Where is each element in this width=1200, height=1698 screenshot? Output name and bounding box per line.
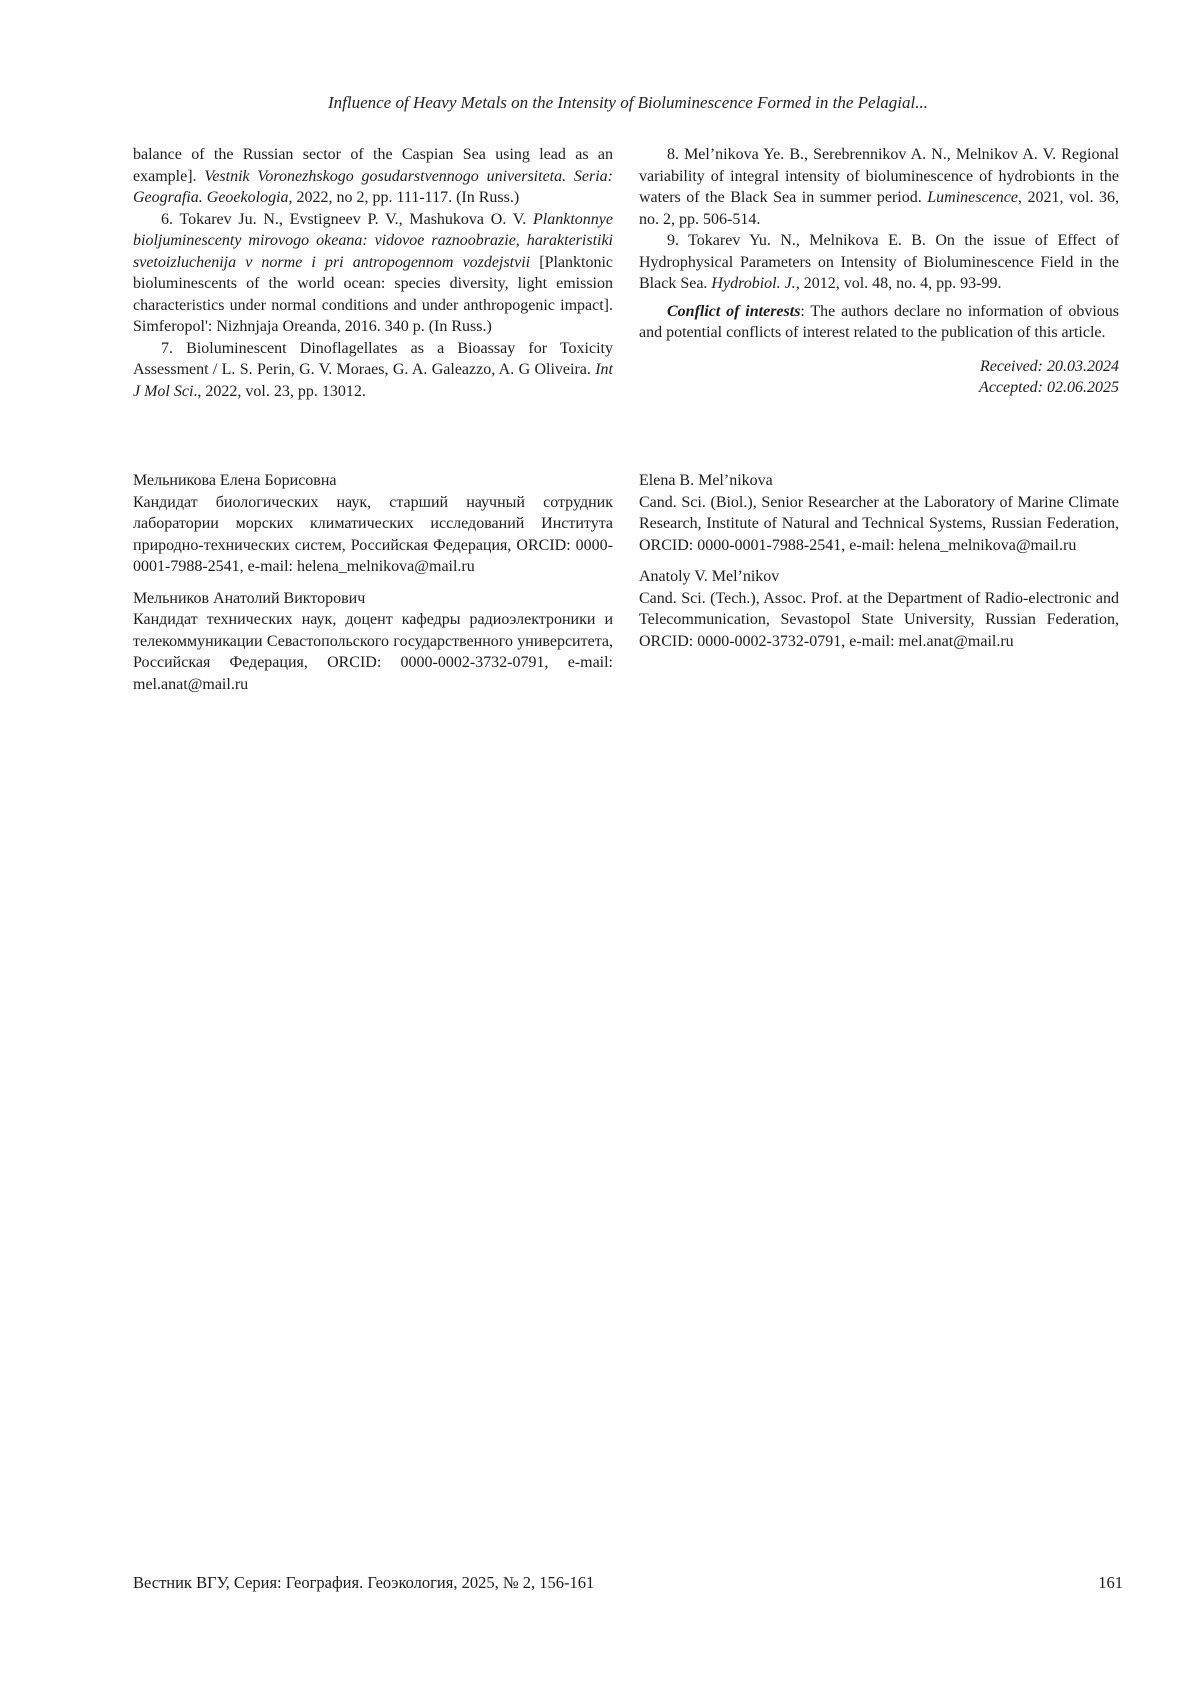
- ref-text-segment: 8. Mel’nikova Ye. B., Serebrennikov A. N., Melnikov A. V. Regional variability of integral intensity of bioluminescence of hydrobionts in the waters of the Black Sea in summer period.: [639, 146, 1119, 206]
- author-entry-en-2: [639, 566, 1119, 652]
- references-left-column: [133, 144, 613, 402]
- references-section: [133, 144, 1123, 402]
- author-entry-ru-1: [133, 470, 613, 578]
- author-bio: Cand. Sci. (Biol.), Senior Researcher at the Laboratory of Marine Climate Research, Institute of Natural and Technical Systems, Russian Federation, ORCID: 0000-0001-7988-2541, e-mail: helena_melnikova@mail.ru: [639, 493, 1119, 554]
- ref-source-title: Int J Mol Sci: [133, 361, 613, 400]
- running-head: Influence of Heavy Metals on the Intensity of Bioluminescence Formed in the Pelagial...: [327, 93, 928, 112]
- ref-source-title: Hydrobiol. J.,: [711, 275, 800, 292]
- ref-source-title: Planktonnye bioljuminescenty mirovogo okeana: vidovoe raznoobrazie, harakteristiki svetoizluchenija v norme i pri antropogennom vozdejstvii: [133, 210, 613, 271]
- reference-item-7: [133, 338, 613, 403]
- footer-page-number: 161: [1098, 1573, 1123, 1592]
- ref-text-segment: , 2022, no 2, pp. 111-117. (In Russ.): [288, 189, 520, 206]
- ref-source-title: Luminescence: [927, 189, 1018, 206]
- author-name: Elena B. Mel’nikova: [639, 472, 773, 489]
- author-name: Anatoly V. Mel’nikov: [639, 568, 780, 585]
- conflict-of-interests: [639, 301, 1119, 344]
- author-bio: Кандидат технических наук, доцент кафедры радиоэлектроники и телекоммуникации Севастопольского государственного университета, Российская Федерация, ORCID: 0000-0002-3732-0791, e-mail: mel.anat@mail.ru: [133, 611, 613, 693]
- reference-item-6: [133, 209, 613, 338]
- conflict-of-interests-label: Conflict of interests: [667, 302, 801, 320]
- references-right-column: [639, 144, 1119, 402]
- ref-text-segment: 6. Tokarev Ju. N., Evstigneev P. V., Mashukova O. V.: [161, 210, 534, 228]
- author-name: Мельников Анатолий Викторович: [133, 589, 366, 607]
- authors-russian-column: [133, 470, 613, 695]
- accepted-date: Accepted: 02.06.2025: [979, 379, 1119, 396]
- received-date: Received: 20.03.2024: [979, 357, 1119, 375]
- author-entry-ru-2: [133, 588, 613, 696]
- footer-journal-line: Вестник ВГУ, Серия: География. Геоэкология, 2025, № 2, 156-161: [133, 1573, 595, 1592]
- page-footer: [133, 1572, 1123, 1594]
- ref-text-segment: 7. Bioluminescent Dinoflagellates as a Bioassay for Toxicity Assessment / L. S. Perin, G. V. Moraes, G. A. Galeazzo, A. G Oliveira.: [133, 339, 613, 378]
- author-bio: Кандидат биологических наук, старший научный сотрудник лаборатории морских климатических исследований Института природно-технических систем, Российская Федерация, ORCID: 0000-0001-7988-2541, e-mail: helena_melnikova@mail.ru: [133, 493, 613, 575]
- author-name: Мельникова Елена Борисовна: [133, 472, 337, 489]
- reference-item-8: [639, 144, 1119, 230]
- reference-item-9: [639, 230, 1119, 295]
- conflict-of-interests-text: : The authors declare no information of obvious and potential conflicts of interest related to the publication of this article.: [639, 302, 1119, 341]
- dates-block: [639, 356, 1119, 399]
- ref-text-segment: 2012, vol. 48, no. 4, pp. 93-99.: [799, 275, 1002, 292]
- ref-text-segment: [Planktonic bioluminescents of the world ocean: species diversity, light emission characteristics under normal conditions and under anthropogenic impact]. Simferopol': Nizhnjaja Oreanda, 2016. 340 p. (In Russ.): [133, 253, 613, 335]
- ref-source-title: Vestnik Voronezhskogo gosudarstvennogo universiteta. Seria: Geografia. Geoekologia: [133, 167, 614, 206]
- ref-text-segment: ., 2022, vol. 23, pp. 13012.: [193, 382, 366, 400]
- authors-english-column: [639, 470, 1119, 695]
- author-entry-en-1: [639, 470, 1119, 556]
- ref-text-segment: balance of the Russian sector of the Caspian Sea using lead as an example].: [133, 146, 613, 185]
- ref-text-segment: , 2021, vol. 36, no. 2, pp. 506-514.: [639, 189, 1119, 228]
- ref-text-segment: 9. Tokarev Yu. N., Melnikova E. B. On the issue of Effect of Hydrophysical Parameters on Intensity of Bioluminescence Field in the Black Sea.: [639, 232, 1119, 292]
- authors-section: [133, 470, 1123, 695]
- reference-continuation: [133, 144, 613, 209]
- author-bio: Cand. Sci. (Tech.), Assoc. Prof. at the Department of Radio-electronic and Telecommunication, Sevastopol State University, Russian Federation, ORCID: 0000-0002-3732-0791, e-mail: mel.anat@mail.ru: [639, 589, 1119, 650]
